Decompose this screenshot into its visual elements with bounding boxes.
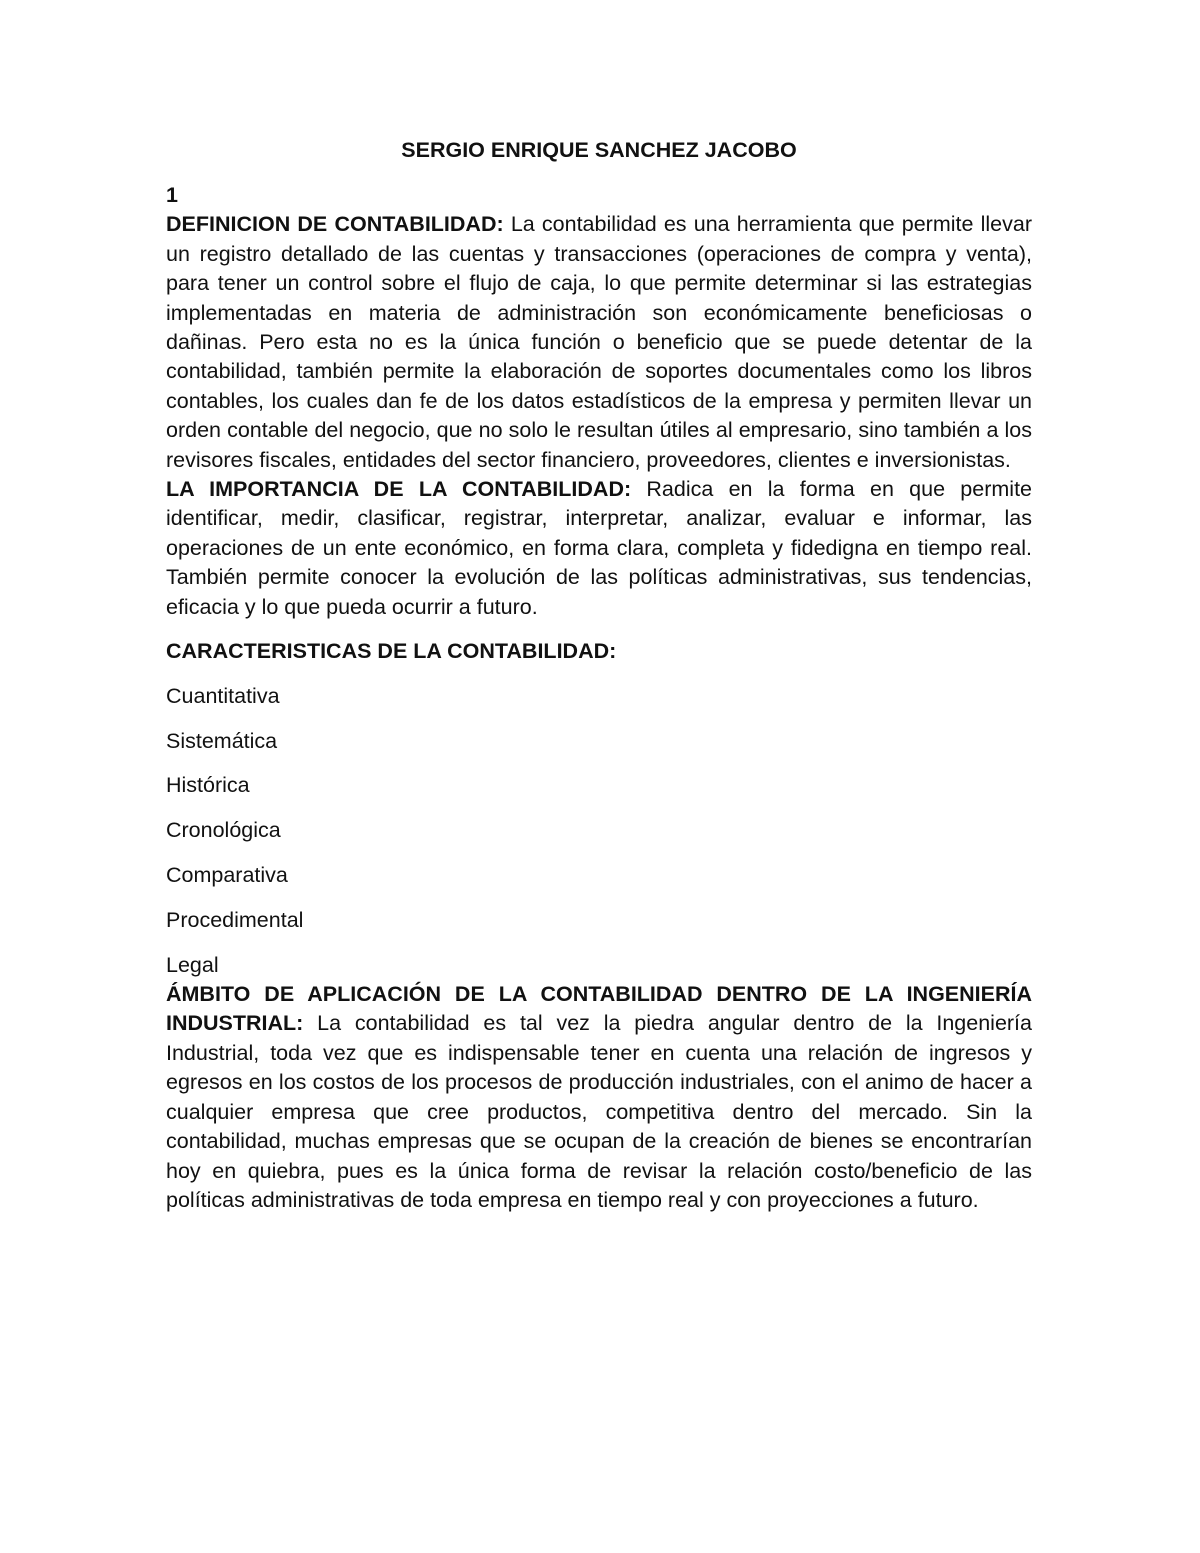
scope-text: La contabilidad es tal vez la piedra angular dentro de la Ingeniería Industrial, toda vez que es indispensable tener en cuenta una relación de ingresos y egresos en los costos de los procesos de producción industriales, con el animo de hacer a cualquier empresa que cree productos, competitiva dentro del mercado. Sin la contabilidad, muchas empresas que se ocupan de la creación de bienes se encontrarían hoy en quiebra, pues es la única forma de revisar la relación costo/beneficio de las políticas administrativas de toda empresa en tiempo real y con proyecciones a futuro.: [166, 1011, 1032, 1212]
list-item: Legal: [166, 952, 219, 977]
list-item: Histórica: [166, 773, 250, 798]
characteristics-heading: CARACTERISTICAS DE LA CONTABILIDAD:: [166, 639, 617, 664]
definition-paragraph: [166, 210, 1032, 475]
characteristics-list: [166, 682, 1032, 980]
document-title: SERGIO ENRIQUE SANCHEZ JACOBO: [401, 138, 797, 162]
list-item: Cuantitativa: [166, 683, 280, 708]
section-number: 1: [166, 183, 178, 207]
list-item: Sistemática: [166, 728, 278, 753]
scope-paragraph: [166, 980, 1032, 1215]
list-item: Procedimental: [166, 907, 304, 932]
importance-heading: LA IMPORTANCIA DE LA CONTABILIDAD:: [166, 477, 632, 502]
document-body: [166, 136, 1032, 1215]
list-item: Cronológica: [166, 818, 281, 843]
definition-heading: DEFINICION DE CONTABILIDAD:: [166, 212, 504, 237]
importance-text: Radica en la forma en que permite identificar, medir, clasificar, registrar, interpretar, analizar, evaluar e informar, las operaciones de un ente económico, en forma clara, completa y fidedigna en tiempo real. También permite conocer la evolución de las políticas administrativas, sus tendencias, eficacia y lo que pueda ocurrir a futuro.: [166, 477, 1033, 619]
importance-paragraph: [166, 475, 1032, 622]
list-item: Comparativa: [166, 863, 288, 888]
definition-text: La contabilidad es una herramienta que permite llevar un registro detallado de las cuentas y transacciones (operaciones de compra y venta), para tener un control sobre el flujo de caja, lo que permite determinar si las estrategias implementadas en materia de administración son económicamente beneficiosas o dañinas. Pero esta no es la única función o beneficio que se puede detentar de la contabilidad, también permite la elaboración de soportes documentales como los libros contables, los cuales dan fe de los datos estadísticos de la empresa y permiten llevar un orden contable del negocio, que no solo le resultan útiles al empresario, sino también a los revisores fiscales, entidades del sector financiero, proveedores, clientes e inversionistas.: [166, 212, 1032, 472]
scope-heading: ÁMBITO DE APLICACIÓN DE LA CONTABILIDAD DENTRO DE LA INGENIERÍA INDUSTRIAL:: [166, 982, 1032, 1036]
